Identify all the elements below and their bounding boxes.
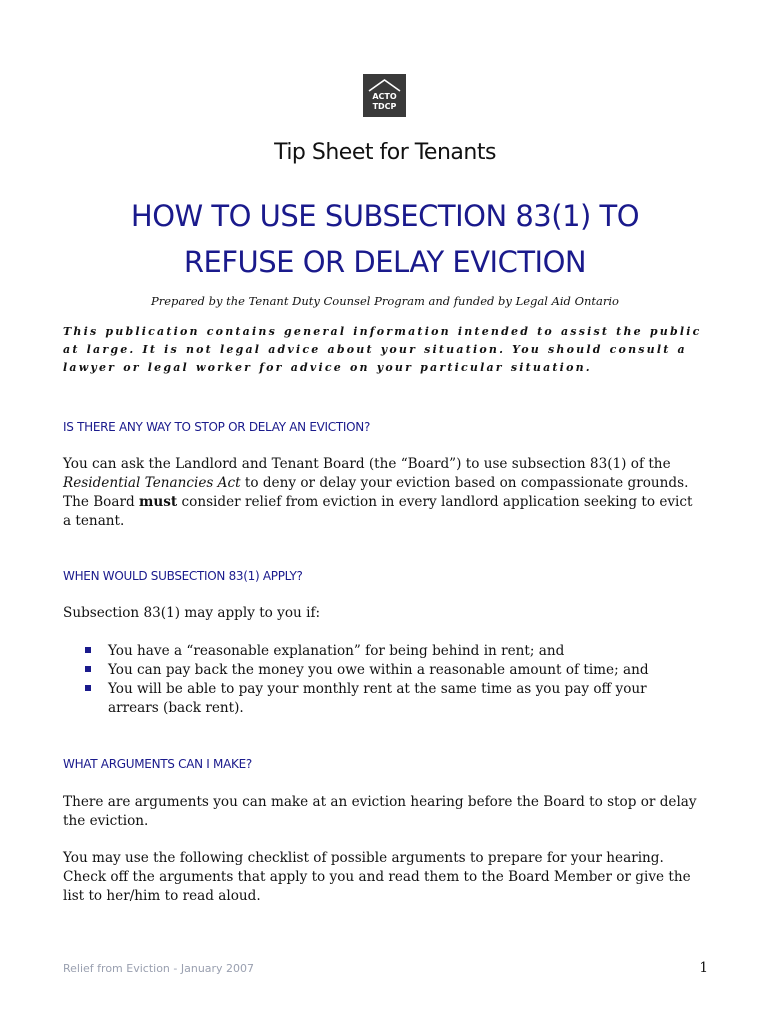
must-emphasis: must <box>139 494 178 510</box>
p1-text-b: to deny or delay your eviction based on compassionate grounds. The Board <box>63 475 689 510</box>
p1-text-c: consider relief from eviction in every landlord application seeking to evict a tenant. <box>63 494 693 529</box>
section2-intro: Subsection 83(1) may apply to you if: <box>63 605 321 621</box>
section3-paragraph-1: There are arguments you can make at an eviction hearing before the Board to stop or delay the eviction. <box>63 794 697 829</box>
legal-disclaimer: This publication contains general information intended to assist the public at large. It is not legal advice about your situation. You should consult a lawyer or legal worker for advice on your particular situation. <box>63 325 702 374</box>
prepared-by-note: Prepared by the Tenant Duty Counsel Program and funded by Legal Aid Ontario <box>151 294 619 308</box>
act-name: Residential Tenancies Act <box>63 475 241 491</box>
document-subtitle: Tip Sheet for Tenants <box>274 140 496 165</box>
conditions-list <box>80 642 700 718</box>
title-line-1: HOW TO USE SUBSECTION 83(1) TO <box>130 199 640 233</box>
house-logo-icon <box>363 74 406 117</box>
section-heading-when-apply: WHEN WOULD SUBSECTION 83(1) APPLY? <box>63 569 303 583</box>
logo-line1: ACTO <box>372 92 397 101</box>
footer-document-label: Relief from Eviction - January 2007 <box>63 962 255 975</box>
title-line-2: REFUSE OR DELAY EVICTION <box>183 245 587 279</box>
list-item: You will be able to pay your monthly rent at the same time as you pay off your arrears (back rent). <box>80 680 700 718</box>
page-number: 1 <box>699 960 708 976</box>
list-item: You have a “reasonable explanation” for being behind in rent; and <box>80 642 700 661</box>
section-heading-stop-eviction: IS THERE ANY WAY TO STOP OR DELAY AN EVICTION? <box>63 420 371 434</box>
list-item: You can pay back the money you owe within a reasonable amount of time; and <box>80 661 700 680</box>
bullet-square-icon <box>85 685 91 691</box>
bullet-square-icon <box>85 666 91 672</box>
bullet-square-icon <box>85 647 91 653</box>
section-heading-arguments: WHAT ARGUMENTS CAN I MAKE? <box>63 757 252 771</box>
p1-text-a: You can ask the Landlord and Tenant Board (the “Board”) to use subsection 83(1) of the <box>63 456 671 472</box>
section1-paragraph <box>63 455 703 531</box>
logo-line2: TDCP <box>372 102 397 111</box>
acto-tdcp-logo <box>363 74 406 117</box>
document-title <box>40 193 730 285</box>
section3-paragraph-2: You may use the following checklist of possible arguments to prepare for your hearing. Check off the arguments that apply to you and read them to the Board Member or give the list to her/him to read aloud. <box>63 850 691 904</box>
